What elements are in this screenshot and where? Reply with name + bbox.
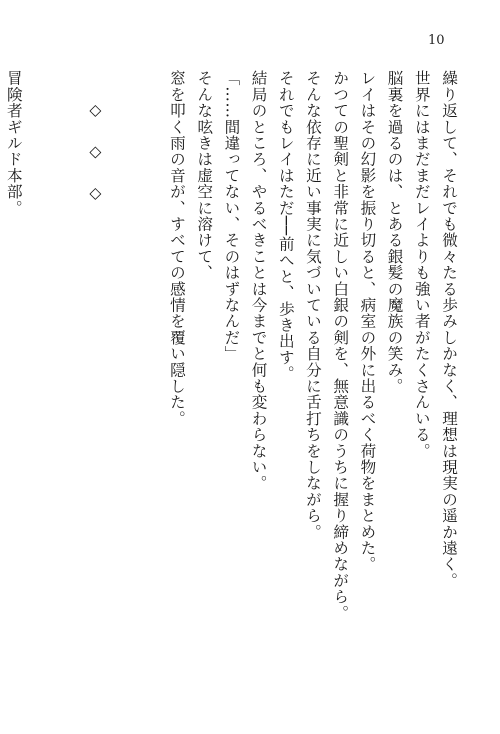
text-line: 窓を叩く雨の音が、すべての感情を覆い隠した。 xyxy=(167,70,186,427)
text-line: 結局のところ、やるべきことは今までと何も変わらない。 xyxy=(249,70,268,492)
text-line: レイはその幻影を振り切ると、病室の外に出るべく荷物をまとめた。 xyxy=(358,70,377,573)
text-line: それでもレイはただ──前へと、歩き出す。 xyxy=(276,70,295,382)
text-line: 繰り返して、それでも微々たる歩みしかなく、理想は現実の遥か遠く。 xyxy=(440,70,458,589)
text-line: 世界にはまだまだレイよりも強い者がたくさんいる。 xyxy=(412,70,431,459)
text-line: そんな依存に近い事実に気づいている自分に舌打ちをしながら。 xyxy=(303,70,322,540)
page-number: 10 xyxy=(428,33,445,48)
text-line: 脳裏を過るのは、とある銀髪の魔族の笑み。 xyxy=(385,70,404,394)
text-line: 「……間違ってない、そのはずなんだ」 xyxy=(222,70,241,362)
blank-line xyxy=(27,70,54,670)
blank-line xyxy=(54,70,81,670)
text-line: かつての聖剣と非常に近しい白銀の剣を、無意識のうちに握り締めながら。 xyxy=(331,70,350,621)
blank-line xyxy=(136,70,163,670)
text-line: そんな呟きは虚空に溶けて、 xyxy=(195,70,214,281)
scene-break-separator: ◇ ◇ ◇ xyxy=(86,101,105,207)
vertical-body-text xyxy=(0,70,462,670)
text-line: 冒険者ギルド本部。 xyxy=(4,70,23,216)
blank-line xyxy=(108,70,135,670)
